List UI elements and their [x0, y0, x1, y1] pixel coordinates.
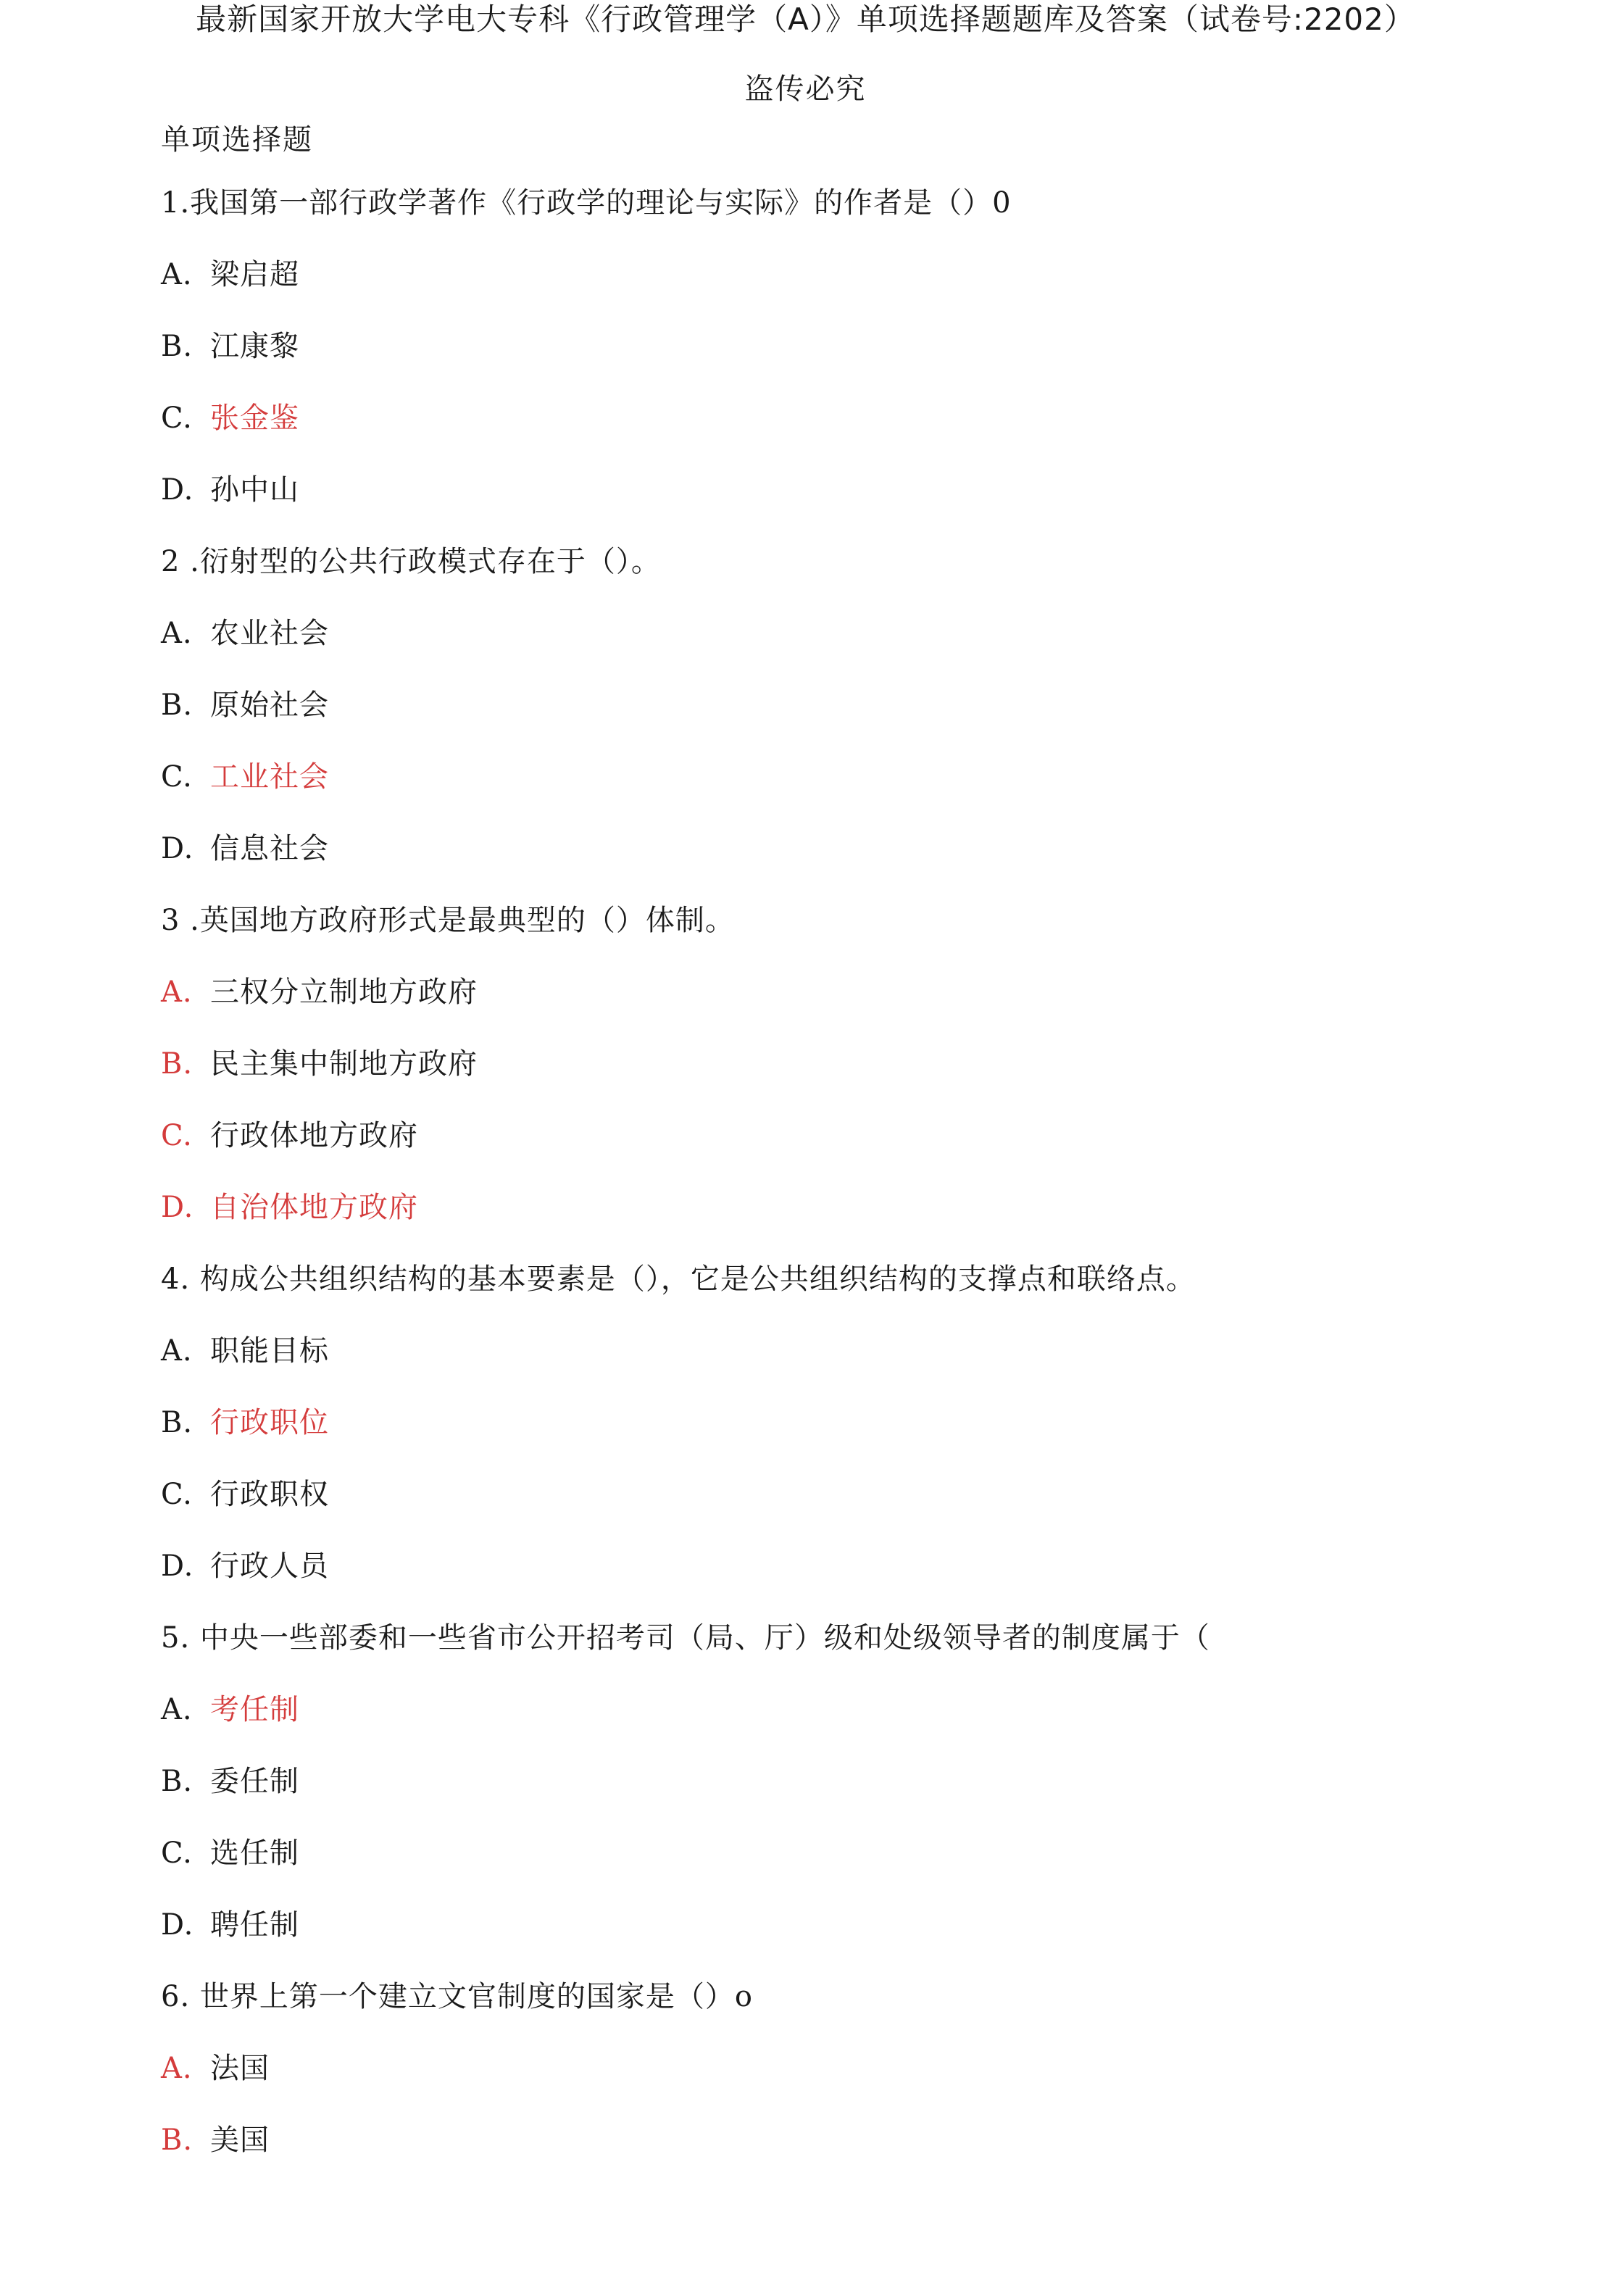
option-letter: A. [161, 617, 193, 650]
answer-option [161, 754, 1538, 825]
question-stem: 5. 中央一些部委和一些省市公开招考司（局、厅）级和处级领导者的制度属于（ [161, 1621, 1210, 1655]
document-subtitle: 盗传必究 [744, 72, 867, 106]
option-text: 自治体地方政府 [210, 1191, 418, 1224]
question-stem: 6. 世界上第一个建立文官制度的国家是（）o [161, 1980, 753, 2013]
option-letter: C. [161, 1837, 193, 1870]
option-letter: D. [161, 1550, 194, 1583]
option-letter: D. [161, 1908, 194, 1942]
answer-option [161, 1543, 1538, 1615]
option-text: 考任制 [210, 1693, 299, 1726]
option-letter: C. [161, 402, 193, 435]
question-stem: 4. 构成公共组织结构的基本要素是（），它是公共组织结构的支撑点和联络点。 [161, 1263, 1196, 1296]
option-text: 行政体地方政府 [210, 1119, 418, 1152]
option-text: 法国 [210, 2052, 270, 2085]
option-letter: B. [161, 689, 193, 722]
option-text: 孙中山 [210, 473, 299, 507]
answer-option [161, 969, 1538, 1041]
option-letter: D. [161, 473, 194, 507]
answer-option [161, 1758, 1538, 1830]
option-text: 委任制 [210, 1765, 299, 1798]
answer-option [161, 323, 1538, 395]
option-letter: B. [161, 1406, 193, 1439]
answer-option [161, 682, 1538, 754]
option-letter: A. [161, 2052, 193, 2085]
question-stem: 2 .衍射型的公共行政模式存在于（）。 [161, 545, 661, 578]
option-letter: B. [161, 1047, 193, 1081]
option-text: 工业社会 [210, 760, 329, 794]
option-text: 三权分立制地方政府 [210, 976, 478, 1009]
answer-option [161, 1328, 1538, 1399]
option-text: 张金鉴 [210, 402, 299, 435]
answer-option [161, 1112, 1538, 1184]
answer-option [161, 2117, 1538, 2189]
option-letter: A. [161, 1334, 193, 1368]
option-letter: A. [161, 1693, 193, 1726]
question-stem: 1.我国第一部行政学著作《行政学的理论与实际》的作者是（）0 [161, 186, 1012, 220]
option-letter: C. [161, 1119, 193, 1152]
option-letter: C. [161, 1478, 193, 1511]
answer-option [161, 1184, 1538, 1256]
option-text: 信息社会 [210, 832, 329, 865]
option-text: 江康黎 [210, 330, 299, 363]
answer-option [161, 825, 1538, 897]
option-text: 农业社会 [210, 617, 329, 650]
section-heading: 单项选择题 [161, 123, 313, 157]
answer-option [161, 251, 1538, 323]
option-text: 行政职权 [210, 1478, 329, 1511]
question-stem: 3 .英国地方政府形式是最典型的（）体制。 [161, 904, 735, 937]
option-letter: C. [161, 760, 193, 794]
document-title: 最新国家开放大学电大专科《行政管理学（A）》单项选择题题库及答案（试卷号:2202） [196, 1, 1415, 37]
option-letter: B. [161, 2124, 193, 2157]
answer-option [161, 467, 1538, 538]
answer-option [161, 1471, 1538, 1543]
answer-option [161, 1830, 1538, 1902]
option-letter: D. [161, 832, 194, 865]
answer-option [161, 395, 1538, 467]
option-text: 聘任制 [210, 1908, 299, 1942]
answer-option [161, 1399, 1538, 1471]
option-letter: A. [161, 976, 193, 1009]
answer-option [161, 2045, 1538, 2117]
answer-option [161, 1902, 1538, 1973]
option-letter: B. [161, 1765, 193, 1798]
question-list [161, 180, 1538, 2189]
option-text: 原始社会 [210, 689, 329, 722]
option-text: 行政职位 [210, 1406, 329, 1439]
option-text: 选任制 [210, 1837, 299, 1870]
option-text: 职能目标 [210, 1334, 329, 1368]
option-text: 行政人员 [210, 1550, 329, 1583]
answer-option [161, 610, 1538, 682]
option-letter: D. [161, 1191, 194, 1224]
option-letter: B. [161, 330, 193, 363]
answer-option [161, 1686, 1538, 1758]
option-text: 美国 [210, 2124, 270, 2157]
option-letter: A. [161, 258, 193, 291]
answer-option [161, 1041, 1538, 1112]
option-text: 民主集中制地方政府 [210, 1047, 478, 1081]
option-text: 梁启超 [210, 258, 299, 291]
